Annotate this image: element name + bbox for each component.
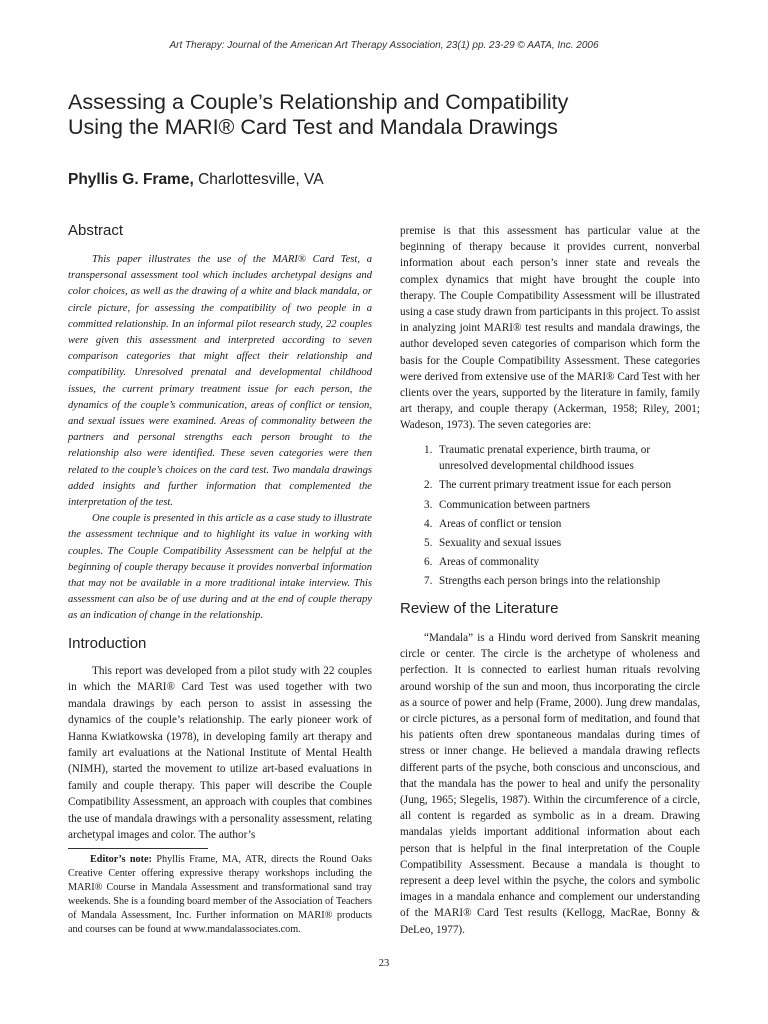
author-name: Phyllis G. Frame,	[68, 171, 194, 188]
article-title-line-1: Assessing a Couple’s Relationship and Compatibility	[68, 90, 569, 114]
list-item-number: 5.	[424, 537, 433, 550]
list-item-text: Strengths each person brings into the relationship	[439, 575, 661, 588]
list-item	[400, 535, 700, 551]
introduction-body	[68, 663, 372, 843]
review-paragraph-1: “Mandala” is a Hindu word derived from Sanskrit meaning circle or center. The circle is the archetype of wholeness and perfection. It is connected to earliest human rituals revolving around worship of the sun and moon, thus incorporating the circle as a source of power and help (Frame, 2000). Jung drew mandalas, or circle pictures, as a personal form of meditation, and found that his patients often drew spontaneous mandalas during times of stress or inner change. He believed a mandala drawing reflects different parts of the psyche, both conscious and unconscious, and that the mandala has the power to heal and unify the personality (Jung, 1965; Slegelis, 1987). Within the circumference of a circle, all content is regarded as symbolic as in a dream. Drawing mandalas yields important additional information about each person that is helpful in the final interpretation of the Couple Compatibility Assessment. Because a mandala is thought to represent a deep level within the psyche, the colors and symbolic images in a mandala enhance and complement our understanding of the MARI® Card Test results (Kellogg, MacRae, Bonny & DeLeo, 1977).	[400, 632, 700, 936]
editors-note-label: Editor’s note:	[90, 854, 152, 865]
footnote-divider	[68, 848, 208, 849]
running-head: Art Therapy: Journal of the American Art Therapy Association, 23(1) pp. 23-29 © AATA, Inc. 2006	[169, 40, 599, 51]
list-item	[400, 477, 700, 493]
abstract-heading: Abstract	[68, 222, 124, 239]
abstract-paragraph-2: One couple is presented in this article as a case study to illustrate the assessment technique and to highlight its value in working with couples. The Couple Compatibility Assessment can be helpful at the beginning of couple therapy because it provides nonverbal information that may not be available in a more traditional intake interview. This assessment can also be of use during and at the end of couple therapy as an indication of change in the relationship.	[68, 513, 372, 622]
list-item-number: 7.	[424, 575, 433, 588]
list-item	[400, 442, 700, 474]
list-item-text: The current primary treatment issue for each person	[439, 479, 672, 492]
list-item	[400, 554, 700, 570]
abstract-paragraph-1: This paper illustrates the use of the MARI® Card Test, a transpersonal assessment tool which includes archetypal designs and color choices, as well as the drawing of a white and black mandala, or circle picture, for assessing the compatibility of two people in a committed relationship. In an informal pilot research study, 22 couples were given this assessment and interpreted according to seven comparison categories that might affect their relationship and compatibility. Unresolved prenatal and developmental childhood issues, the current primary treatment issue for each person, the dynamics of the couple’s communication, areas of conflict or tension, and sexual issues were examined. Areas of commonality between the partners and personal strengths each person brought to the relationship also were identified. These seven categories were then related to the couple’s choices on the card test. Two mandala drawings added insights and further information that complemented the interpretation of the test.	[68, 254, 372, 509]
list-item	[400, 497, 700, 513]
introduction-continued	[400, 223, 700, 434]
introduction-paragraph-1: This report was developed from a pilot study with 22 couples in which the MARI® Card Test was used together with two mandala drawings by each person to assist in assessing the dynamics of the couple’s relationship. The early pioneer work of Hanna Kwiatkowska (1978), in developing family art therapy and family art evaluations at the National Institute of Mental Health (NIMH), started the movement to utilize art-based evaluations in family and couple therapy. This paper will describe the Couple Compatibility Assessment, an approach with couples that combines the use of mandala drawings with a personality assessment, relating archetypal images and color. The author’s	[68, 665, 372, 842]
list-item-text: Areas of conflict or tension	[439, 517, 562, 530]
editors-note	[68, 853, 372, 937]
article-title-line-2: Using the MARI® Card Test and Mandala Drawings	[68, 115, 558, 139]
list-item-number: 6.	[424, 556, 433, 569]
list-item-number: 2.	[424, 479, 433, 492]
page-number: 23	[378, 958, 390, 969]
list-item-number: 3.	[424, 498, 433, 511]
review-heading: Review of the Literature	[400, 600, 559, 617]
list-item	[400, 573, 700, 589]
list-item-text: Sexuality and sexual issues	[439, 537, 562, 550]
list-item-text: Traumatic prenatal experience, birth trauma, or unresolved developmental childhood issues	[439, 444, 651, 473]
list-item-text: Communication between partners	[439, 498, 590, 511]
categories-list	[400, 442, 700, 593]
list-item-number: 4.	[424, 517, 433, 530]
introduction-heading: Introduction	[68, 635, 147, 652]
author-location: Charlottesville, VA	[193, 171, 324, 188]
list-item	[400, 516, 700, 532]
review-body	[400, 630, 700, 938]
list-item-text: Areas of commonality	[439, 556, 540, 569]
editors-note-text: Phyllis Frame, MA, ATR, directs the Round Oaks Creative Center offering expressive therapy workshops including the MARI® Course in Mandala Assessment and transformational sand tray weekends. She is a founding board member of the Association of Teachers of Mandala Assessment, Inc. Further information on MARI® products and courses can be found at www.mandalassociates.com.	[68, 854, 373, 935]
author-byline	[68, 171, 324, 189]
introduction-continued-paragraph: premise is that this assessment has particular value at the beginning of therapy because it provides current, nonverbal information about each person’s inner state and reveals the complex dynamics that might have brought the couple into therapy. The Couple Compatibility Assessment will be illustrated using a case study drawn from participants in this project. To assist in analyzing joint MARI® test results and mandala drawings, the author developed seven categories of comparison which form the basis for the Couple Compatibility Assessment. These categories were derived from extensive use of the MARI® Card Test with her clients over the years, supported by the literature in family, family art therapy, and couple therapy (Ackerman, 1958; Riley, 2001; Wadeson, 1973). The seven categories are:	[400, 225, 700, 432]
article-title	[68, 90, 708, 140]
abstract-body	[68, 252, 372, 625]
list-item-number: 1.	[424, 444, 433, 456]
